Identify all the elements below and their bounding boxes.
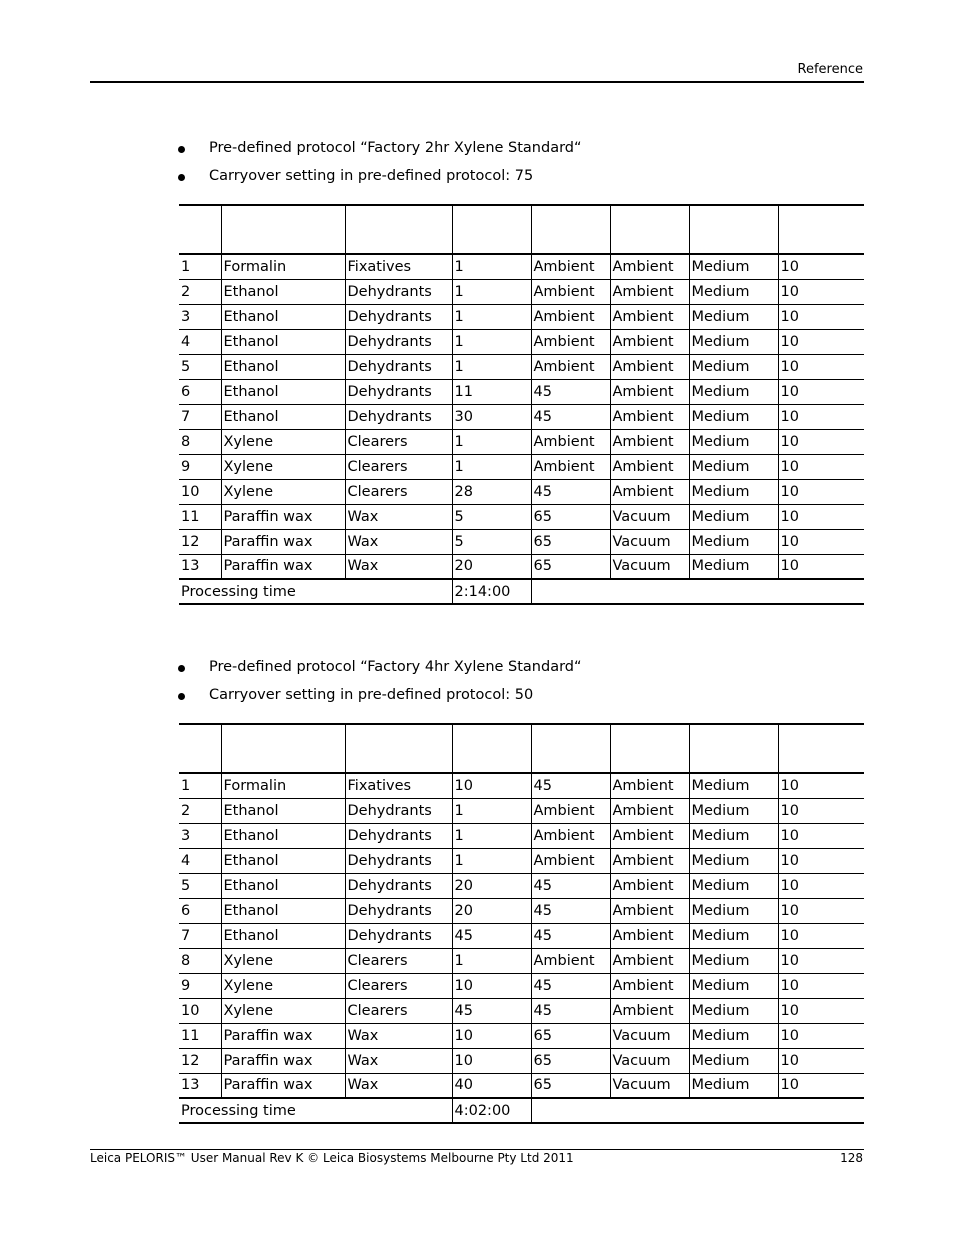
table-cell: 45 <box>452 998 531 1023</box>
header-cell <box>778 205 864 254</box>
table-cell: Xylene <box>221 454 345 479</box>
table-cell: 10 <box>778 429 864 454</box>
protocol-2-table <box>179 723 864 1124</box>
table-cell: Medium <box>689 773 778 798</box>
table-cell: 45 <box>531 773 610 798</box>
table-cell: 28 <box>452 479 531 504</box>
table-cell: 10 <box>778 923 864 948</box>
processing-time-value: 2:14:00 <box>452 579 531 604</box>
table-cell: 10 <box>452 973 531 998</box>
table-cell: 65 <box>531 554 610 579</box>
page-number: 128 <box>840 1151 863 1165</box>
header-cell <box>221 205 345 254</box>
table-cell: 1 <box>179 773 221 798</box>
table-cell: Xylene <box>221 429 345 454</box>
table-cell: 10 <box>778 798 864 823</box>
table-cell: Ambient <box>610 329 689 354</box>
table-cell: 10 <box>778 1048 864 1073</box>
table-cell: Ambient <box>610 923 689 948</box>
table-cell: 1 <box>452 354 531 379</box>
table-cell: 10 <box>778 973 864 998</box>
table-cell: Medium <box>689 429 778 454</box>
table-header-row <box>179 205 864 254</box>
table-cell: Paraffin wax <box>221 1023 345 1048</box>
table-cell: 1 <box>452 848 531 873</box>
table-cell: 40 <box>452 1073 531 1098</box>
table-cell: 4 <box>179 848 221 873</box>
table-cell: Dehydrants <box>345 279 452 304</box>
table-row <box>179 1073 864 1098</box>
table-cell: Fixatives <box>345 773 452 798</box>
table-cell: 6 <box>179 898 221 923</box>
table-cell: 3 <box>179 304 221 329</box>
header-cell <box>610 205 689 254</box>
footer-rule <box>90 1149 864 1150</box>
table-cell: Ambient <box>531 848 610 873</box>
table-cell: Clearers <box>345 479 452 504</box>
table-row <box>179 329 864 354</box>
table-cell: 9 <box>179 454 221 479</box>
table-cell: 1 <box>452 948 531 973</box>
table-cell: 10 <box>778 254 864 279</box>
table-cell: Ambient <box>610 873 689 898</box>
table-cell: 10 <box>778 404 864 429</box>
table-cell: Ambient <box>610 773 689 798</box>
table-cell: 11 <box>179 1023 221 1048</box>
table-cell: 8 <box>179 948 221 973</box>
table-cell: Formalin <box>221 254 345 279</box>
table-cell: 1 <box>452 304 531 329</box>
table-cell: Vacuum <box>610 554 689 579</box>
table-cell: Medium <box>689 354 778 379</box>
table-cell: Ambient <box>531 329 610 354</box>
table-cell: Ethanol <box>221 329 345 354</box>
table-cell: 1 <box>452 798 531 823</box>
table-row <box>179 454 864 479</box>
table-cell: Vacuum <box>610 504 689 529</box>
table-cell: 1 <box>452 823 531 848</box>
header-cell <box>179 724 221 773</box>
header-cell <box>179 205 221 254</box>
table-row <box>179 279 864 304</box>
table-cell: Ambient <box>531 279 610 304</box>
table-cell: Medium <box>689 998 778 1023</box>
table-cell: 1 <box>452 254 531 279</box>
table-cell: Ambient <box>610 454 689 479</box>
table-cell: Paraffin wax <box>221 1073 345 1098</box>
table-cell: 65 <box>531 1048 610 1073</box>
table-cell: Dehydrants <box>345 354 452 379</box>
section-header: Reference <box>797 62 863 77</box>
table-cell: 1 <box>452 279 531 304</box>
table-cell: Ambient <box>531 948 610 973</box>
table-cell: Clearers <box>345 973 452 998</box>
table-cell: Medium <box>689 454 778 479</box>
table-cell: Paraffin wax <box>221 554 345 579</box>
table-cell: Dehydrants <box>345 379 452 404</box>
table-header-row <box>179 724 864 773</box>
table-cell: 45 <box>531 379 610 404</box>
bullet-dot-icon <box>178 693 185 700</box>
table-cell: 1 <box>452 429 531 454</box>
table-cell: 1 <box>452 454 531 479</box>
table-cell: Vacuum <box>610 1048 689 1073</box>
table-cell: Ambient <box>610 948 689 973</box>
table-cell: Ambient <box>610 973 689 998</box>
table-cell: 5 <box>179 354 221 379</box>
table-cell: Wax <box>345 504 452 529</box>
bullet-dot-icon <box>178 146 185 153</box>
table-cell: Medium <box>689 329 778 354</box>
table-cell: Dehydrants <box>345 798 452 823</box>
table-row <box>179 529 864 554</box>
bullet-text: Carryover setting in pre-defined protocol: 50 <box>209 687 534 703</box>
table-cell: Ethanol <box>221 848 345 873</box>
bullet-dot-icon <box>178 665 185 672</box>
table-cell: Dehydrants <box>345 848 452 873</box>
table-cell: Medium <box>689 798 778 823</box>
table-cell: Ambient <box>531 823 610 848</box>
header-cell <box>345 724 452 773</box>
table-cell: Ambient <box>610 254 689 279</box>
table-cell: 45 <box>531 404 610 429</box>
table-cell: Wax <box>345 1048 452 1073</box>
table-cell: 45 <box>531 998 610 1023</box>
table-cell: Medium <box>689 554 778 579</box>
table-cell: Xylene <box>221 998 345 1023</box>
table-cell: Medium <box>689 848 778 873</box>
table-row <box>179 848 864 873</box>
table-row <box>179 823 864 848</box>
table-cell: Vacuum <box>610 1023 689 1048</box>
table-cell: 10 <box>179 998 221 1023</box>
bullet-text: Carryover setting in pre-defined protocol: 75 <box>209 168 534 184</box>
table-cell: Ambient <box>610 279 689 304</box>
table-cell: Ambient <box>610 823 689 848</box>
table-cell: Ethanol <box>221 279 345 304</box>
table-cell: 10 <box>778 823 864 848</box>
table-cell: 65 <box>531 1073 610 1098</box>
table-cell: Xylene <box>221 479 345 504</box>
table-cell: Ambient <box>610 354 689 379</box>
table-cell: 10 <box>778 479 864 504</box>
table-cell: 9 <box>179 973 221 998</box>
table-cell: 10 <box>452 1023 531 1048</box>
bullet-text: Pre-defined protocol “Factory 4hr Xylene Standard“ <box>209 659 582 675</box>
table-cell: 45 <box>531 898 610 923</box>
table-row <box>179 873 864 898</box>
table-cell: 5 <box>452 504 531 529</box>
header-cell <box>689 724 778 773</box>
table-cell: Ethanol <box>221 873 345 898</box>
table-cell: 65 <box>531 504 610 529</box>
table-cell: 10 <box>778 329 864 354</box>
table-cell: Fixatives <box>345 254 452 279</box>
table-cell: 20 <box>452 873 531 898</box>
table-row <box>179 429 864 454</box>
table-cell: Medium <box>689 379 778 404</box>
bullet-dot-icon <box>178 174 185 181</box>
table-cell: 2 <box>179 279 221 304</box>
bullet-item <box>178 658 864 686</box>
table-cell: Wax <box>345 554 452 579</box>
table-cell: Ethanol <box>221 304 345 329</box>
table-cell: 10 <box>778 279 864 304</box>
table-row <box>179 479 864 504</box>
table-cell: Paraffin wax <box>221 504 345 529</box>
table-cell: Ethanol <box>221 404 345 429</box>
header-cell <box>452 724 531 773</box>
table-row <box>179 404 864 429</box>
table-cell: 10 <box>778 379 864 404</box>
table-cell: Medium <box>689 404 778 429</box>
processing-time-label: Processing time <box>179 1098 452 1123</box>
table-cell: Ambient <box>531 354 610 379</box>
table-row <box>179 379 864 404</box>
table-cell: Vacuum <box>610 529 689 554</box>
processing-time-row <box>179 1098 864 1123</box>
header-cell <box>531 724 610 773</box>
table-cell: 10 <box>778 773 864 798</box>
table-cell: Ambient <box>531 429 610 454</box>
table-cell: Dehydrants <box>345 404 452 429</box>
table-cell: 65 <box>531 529 610 554</box>
table-cell: Medium <box>689 948 778 973</box>
table-cell: 10 <box>452 773 531 798</box>
table-cell: 10 <box>778 1073 864 1098</box>
header-cell <box>778 724 864 773</box>
table-cell: 10 <box>778 454 864 479</box>
processing-time-row <box>179 579 864 604</box>
table-cell: Dehydrants <box>345 873 452 898</box>
table-cell: 5 <box>452 529 531 554</box>
processing-time-value: 4:02:00 <box>452 1098 531 1123</box>
table-cell: 10 <box>778 529 864 554</box>
table-cell: 45 <box>452 923 531 948</box>
header-cell <box>689 205 778 254</box>
table-cell: 4 <box>179 329 221 354</box>
table-cell: Medium <box>689 529 778 554</box>
table-cell: 12 <box>179 1048 221 1073</box>
table-cell: Medium <box>689 873 778 898</box>
table-cell: 1 <box>452 329 531 354</box>
table-cell: Dehydrants <box>345 304 452 329</box>
table-cell: Dehydrants <box>345 329 452 354</box>
table-cell: Medium <box>689 304 778 329</box>
table-cell: Ethanol <box>221 898 345 923</box>
table-cell: Ambient <box>610 898 689 923</box>
table-cell: Dehydrants <box>345 823 452 848</box>
protocol-1-table <box>179 204 864 605</box>
table-cell: Paraffin wax <box>221 1048 345 1073</box>
table-cell: 12 <box>179 529 221 554</box>
table-cell: Medium <box>689 479 778 504</box>
table-cell: 5 <box>179 873 221 898</box>
table-cell: 3 <box>179 823 221 848</box>
table-cell: Formalin <box>221 773 345 798</box>
table-row <box>179 1023 864 1048</box>
table-cell: 7 <box>179 404 221 429</box>
table-cell: Medium <box>689 1048 778 1073</box>
table-row <box>179 504 864 529</box>
table-cell: 10 <box>778 848 864 873</box>
table-cell: Wax <box>345 529 452 554</box>
table-cell: Ambient <box>610 429 689 454</box>
table-cell: Wax <box>345 1073 452 1098</box>
table-row <box>179 1048 864 1073</box>
table-cell: 20 <box>452 554 531 579</box>
table-cell: Ambient <box>531 798 610 823</box>
header-cell <box>345 205 452 254</box>
table-cell: Vacuum <box>610 1073 689 1098</box>
table-cell: Xylene <box>221 948 345 973</box>
table-cell: Wax <box>345 1023 452 1048</box>
table-cell: 1 <box>179 254 221 279</box>
table-cell: 10 <box>179 479 221 504</box>
table-cell: Ambient <box>610 404 689 429</box>
processing-time-blank <box>531 1098 864 1123</box>
table-cell: Ethanol <box>221 823 345 848</box>
table-cell: 13 <box>179 554 221 579</box>
table-cell: Medium <box>689 1023 778 1048</box>
bullet-text: Pre-defined protocol “Factory 2hr Xylene Standard“ <box>209 140 582 156</box>
table-cell: 10 <box>778 504 864 529</box>
table-cell: Ethanol <box>221 798 345 823</box>
table-cell: 11 <box>179 504 221 529</box>
header-cell <box>531 205 610 254</box>
table-cell: 10 <box>778 304 864 329</box>
table-cell: Ambient <box>531 454 610 479</box>
table-cell: Ambient <box>610 379 689 404</box>
table-cell: 45 <box>531 873 610 898</box>
table-cell: 10 <box>778 998 864 1023</box>
table-cell: Xylene <box>221 973 345 998</box>
table-cell: Dehydrants <box>345 898 452 923</box>
table-cell: Medium <box>689 923 778 948</box>
table-cell: Medium <box>689 504 778 529</box>
table-cell: Ethanol <box>221 379 345 404</box>
table-cell: 30 <box>452 404 531 429</box>
table-cell: Clearers <box>345 454 452 479</box>
protocol-1-bullets <box>178 139 864 195</box>
table-row <box>179 254 864 279</box>
bullet-item <box>178 139 864 167</box>
table-cell: 10 <box>778 898 864 923</box>
table-cell: Ethanol <box>221 923 345 948</box>
table-row <box>179 304 864 329</box>
table-cell: 10 <box>778 1023 864 1048</box>
table-cell: 45 <box>531 923 610 948</box>
footer-copyright: Leica PELORIS™ User Manual Rev K © Leica Biosystems Melbourne Pty Ltd 2011 <box>90 1151 574 1165</box>
table-cell: Paraffin wax <box>221 529 345 554</box>
table-row <box>179 948 864 973</box>
table-cell: Clearers <box>345 998 452 1023</box>
table-cell: Dehydrants <box>345 923 452 948</box>
table-cell: Ambient <box>610 479 689 504</box>
header-cell <box>452 205 531 254</box>
protocol-2-bullets <box>178 658 864 714</box>
table-cell: Ambient <box>610 304 689 329</box>
table-cell: 10 <box>778 948 864 973</box>
table-row <box>179 923 864 948</box>
table-cell: 6 <box>179 379 221 404</box>
table-cell: 65 <box>531 1023 610 1048</box>
bullet-item <box>178 686 864 714</box>
table-row <box>179 773 864 798</box>
table-cell: 7 <box>179 923 221 948</box>
table-cell: Medium <box>689 823 778 848</box>
table-cell: Ambient <box>531 304 610 329</box>
table-row <box>179 798 864 823</box>
header-cell <box>610 724 689 773</box>
table-cell: Ambient <box>610 798 689 823</box>
table-cell: Medium <box>689 254 778 279</box>
table-cell: Clearers <box>345 429 452 454</box>
table-cell: 10 <box>778 354 864 379</box>
processing-time-blank <box>531 579 864 604</box>
table-cell: 11 <box>452 379 531 404</box>
table-cell: 10 <box>452 1048 531 1073</box>
table-row <box>179 554 864 579</box>
table-cell: 10 <box>778 554 864 579</box>
table-cell: Clearers <box>345 948 452 973</box>
table-cell: 45 <box>531 973 610 998</box>
table-cell: 20 <box>452 898 531 923</box>
table-cell: Medium <box>689 279 778 304</box>
table-cell: 45 <box>531 479 610 504</box>
processing-time-label: Processing time <box>179 579 452 604</box>
table-cell: 10 <box>778 873 864 898</box>
header-cell <box>221 724 345 773</box>
table-cell: Medium <box>689 1073 778 1098</box>
table-cell: Medium <box>689 973 778 998</box>
table-cell: 8 <box>179 429 221 454</box>
table-cell: 13 <box>179 1073 221 1098</box>
table-cell: Ambient <box>531 254 610 279</box>
table-cell: 2 <box>179 798 221 823</box>
table-row <box>179 354 864 379</box>
table-cell: Medium <box>689 898 778 923</box>
table-cell: Ethanol <box>221 354 345 379</box>
table-row <box>179 998 864 1023</box>
header-rule <box>90 81 864 83</box>
table-row <box>179 973 864 998</box>
bullet-item <box>178 167 864 195</box>
table-cell: Ambient <box>610 998 689 1023</box>
table-row <box>179 898 864 923</box>
table-cell: Ambient <box>610 848 689 873</box>
